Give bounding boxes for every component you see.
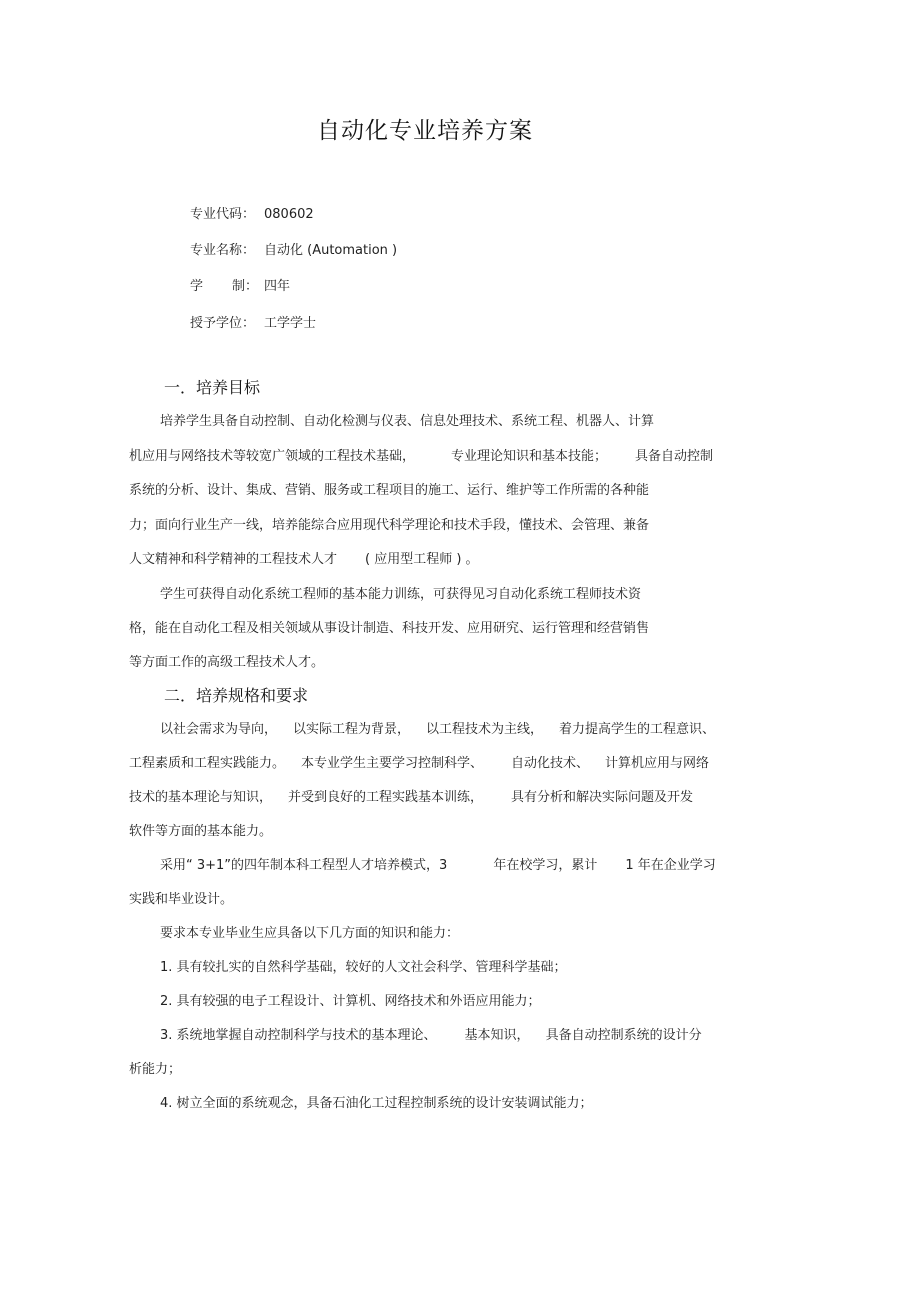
text-run: 工程素质和工程实践能力。 bbox=[129, 756, 286, 771]
info-major-code bbox=[190, 203, 314, 222]
text-run: 技术的基本理论与知识， bbox=[129, 790, 273, 805]
text-run: 具备自动控制系统的设计分 bbox=[545, 1028, 702, 1043]
text-run: 具有分析和解决实际问题及开发 bbox=[511, 790, 694, 805]
info-major-name bbox=[190, 239, 397, 258]
text-run: 1 年在企业学习 bbox=[625, 858, 716, 873]
text-run: 计算机应用与网络 bbox=[605, 756, 710, 771]
paragraph-line bbox=[160, 854, 716, 873]
text-run: 以实际工程为背景， bbox=[293, 722, 411, 737]
text-run: 基本知识， bbox=[464, 1028, 530, 1043]
text-run: 专业理论知识和基本技能； bbox=[451, 449, 608, 464]
list-item: 2. 具有较强的电子工程设计、计算机、网络技术和外语应用能力； bbox=[160, 994, 541, 1009]
info-duration-label-b: 制： bbox=[232, 279, 259, 294]
info-degree-value: 工学学士 bbox=[264, 316, 317, 331]
text-run: 以社会需求为导向， bbox=[160, 722, 278, 737]
text-run: ( 应用型工程师 ) 。 bbox=[365, 552, 479, 567]
list-item: 4. 树立全面的系统观念，具备石油化工过程控制系统的设计安装调试能力； bbox=[160, 1096, 593, 1111]
paragraph-line bbox=[129, 786, 693, 805]
info-duration-label-a: 学 bbox=[190, 279, 204, 294]
info-degree-label: 授予学位： bbox=[190, 316, 256, 331]
info-duration bbox=[190, 275, 290, 294]
paragraph-line: 系统的分析、设计、集成、营销、服务或工程项目的施工、运行、维护等工作所需的各种能 bbox=[129, 483, 650, 498]
text-run: 机应用与网络技术等较宽广领域的工程技术基础， bbox=[129, 449, 416, 464]
paragraph-line: 学生可获得自动化系统工程师的基本能力训练，可获得见习自动化系统工程师技术资 bbox=[160, 587, 642, 602]
paragraph-line bbox=[129, 752, 709, 771]
paragraph-line bbox=[129, 445, 713, 464]
text-run: 具备自动控制 bbox=[635, 449, 714, 464]
text-run: 自动化技术、 bbox=[511, 756, 590, 771]
paragraph-line: 要求本专业毕业生应具备以下几方面的知识和能力： bbox=[160, 926, 460, 941]
section-heading-requirements: 二．培养规格和要求 bbox=[164, 686, 309, 705]
text-run: 以工程技术为主线， bbox=[426, 722, 544, 737]
text-run: 着力提高学生的工程意识、 bbox=[559, 722, 716, 737]
paragraph-line: 力；面向行业生产一线，培养能综合应用现代科学理论和技术手段，懂技术、会管理、兼备 bbox=[129, 518, 650, 533]
info-duration-value: 四年 bbox=[264, 279, 291, 294]
text-run: 年在校学习，累计 bbox=[493, 858, 598, 873]
paragraph-line bbox=[160, 718, 715, 737]
text-run: 本专业学生主要学习控制科学、 bbox=[301, 756, 484, 771]
document-title: 自动化专业培养方案 bbox=[317, 118, 533, 144]
list-item: 1. 具有较扎实的自然科学基础，较好的人文社会科学、管理科学基础； bbox=[160, 960, 567, 975]
text-run: 人文精神和科学精神的工程技术人才 bbox=[129, 552, 338, 567]
paragraph-line bbox=[129, 548, 479, 567]
paragraph-line: 格，能在自动化工程及相关领域从事设计制造、科技开发、应用研究、运行管理和经营销售 bbox=[129, 621, 650, 636]
info-degree bbox=[190, 312, 316, 331]
section-heading-objectives: 一．培养目标 bbox=[164, 378, 261, 397]
paragraph-line: 培养学生具备自动控制、自动化检测与仪表、信息处理技术、系统工程、机器人、计算 bbox=[160, 414, 655, 429]
paragraph-line: 等方面工作的高级工程技术人才。 bbox=[129, 655, 325, 670]
info-code-label: 专业代码： bbox=[190, 207, 256, 222]
list-item-continuation: 析能力； bbox=[129, 1062, 182, 1077]
info-code-value: 080602 bbox=[264, 207, 314, 222]
paragraph-line: 实践和毕业设计。 bbox=[129, 892, 234, 907]
text-run: 3. 系统地掌握自动控制科学与技术的基本理论、 bbox=[160, 1028, 437, 1043]
text-run: 采用“ 3+1”的四年制本科工程型人才培养模式，3 bbox=[160, 858, 448, 873]
list-item bbox=[160, 1024, 702, 1043]
info-name-label: 专业名称： bbox=[190, 243, 256, 258]
paragraph-line: 软件等方面的基本能力。 bbox=[129, 824, 273, 839]
text-run: 并受到良好的工程实践基本训练， bbox=[288, 790, 484, 805]
info-name-value: 自动化 (Automation ) bbox=[264, 243, 398, 258]
